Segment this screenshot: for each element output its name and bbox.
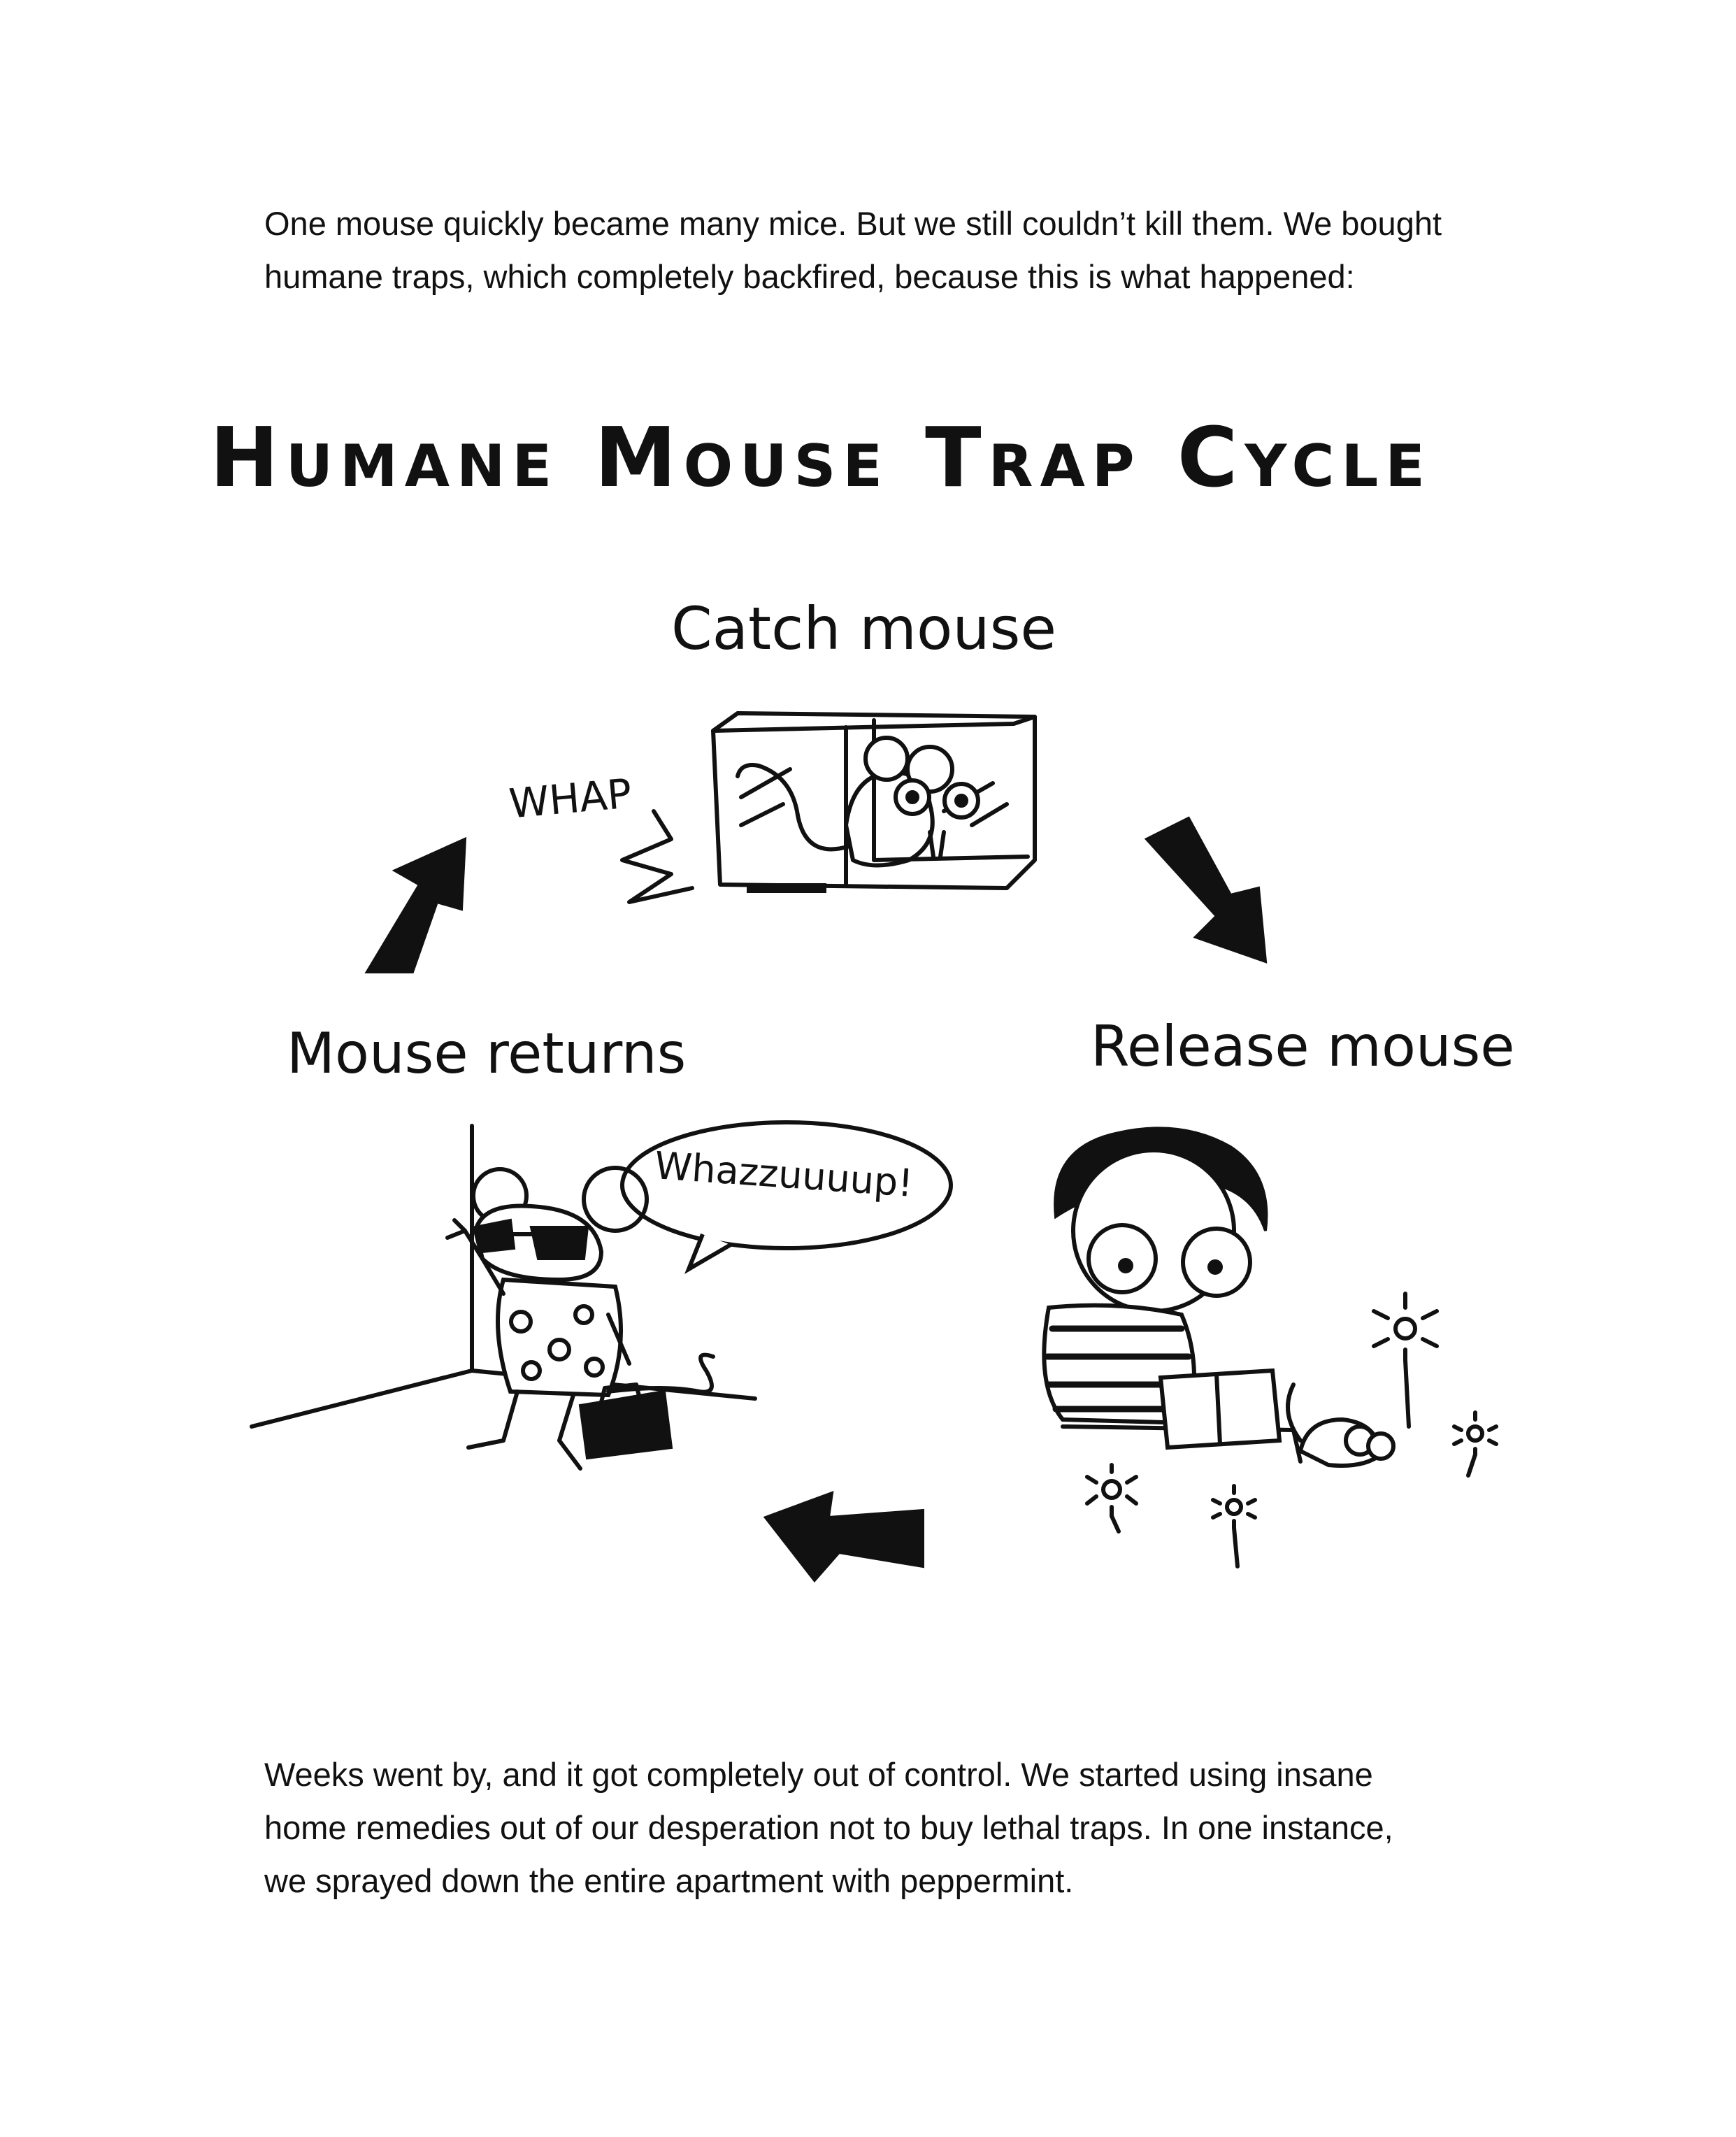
flower-icon bbox=[1213, 1486, 1255, 1566]
mouse-icon bbox=[447, 1168, 713, 1468]
outro-line-2: home remedies out of our desperation not to buy lethal traps. In one instance, bbox=[264, 1809, 1393, 1846]
outro-paragraph bbox=[264, 1748, 1495, 1908]
mouse-trap-icon bbox=[713, 713, 1035, 892]
flower-icon bbox=[1454, 1413, 1496, 1475]
sound-effect-whap: WHAP bbox=[507, 769, 634, 828]
cycle-arrow-icon bbox=[766, 1493, 923, 1580]
outro-line-1: Weeks went by, and it got completely out of control. We started using insane bbox=[264, 1756, 1373, 1793]
step-release-mouse: Release mouse bbox=[1091, 1014, 1515, 1079]
cycle-arrow-icon bbox=[1147, 818, 1265, 962]
speech-bubble-text: Whazzuuuup! bbox=[653, 1143, 914, 1206]
comic-title: Humane Mouse Trap Cycle bbox=[210, 409, 1432, 506]
cycle-arrow-icon bbox=[367, 839, 465, 972]
mouse-icon bbox=[1288, 1385, 1393, 1466]
step-mouse-returns: Mouse returns bbox=[287, 1021, 687, 1086]
mouse-icon bbox=[738, 738, 978, 866]
flower-icon bbox=[1374, 1294, 1437, 1427]
briefcase-icon bbox=[580, 1385, 671, 1458]
whap-zigzag-icon bbox=[622, 811, 692, 902]
outro-line-3: we sprayed down the entire apartment with peppermint. bbox=[264, 1862, 1074, 1899]
step-catch-mouse: Catch mouse bbox=[671, 594, 1057, 663]
intro-paragraph bbox=[264, 197, 1495, 303]
flower-icon bbox=[1087, 1465, 1136, 1531]
intro-line-2: humane traps, which completely backfired, because this is what happened: bbox=[264, 258, 1355, 295]
intro-line-1: One mouse quickly became many mice. But we still couldn’t kill them. We bought bbox=[264, 205, 1442, 242]
girl-icon bbox=[1044, 1128, 1300, 1461]
